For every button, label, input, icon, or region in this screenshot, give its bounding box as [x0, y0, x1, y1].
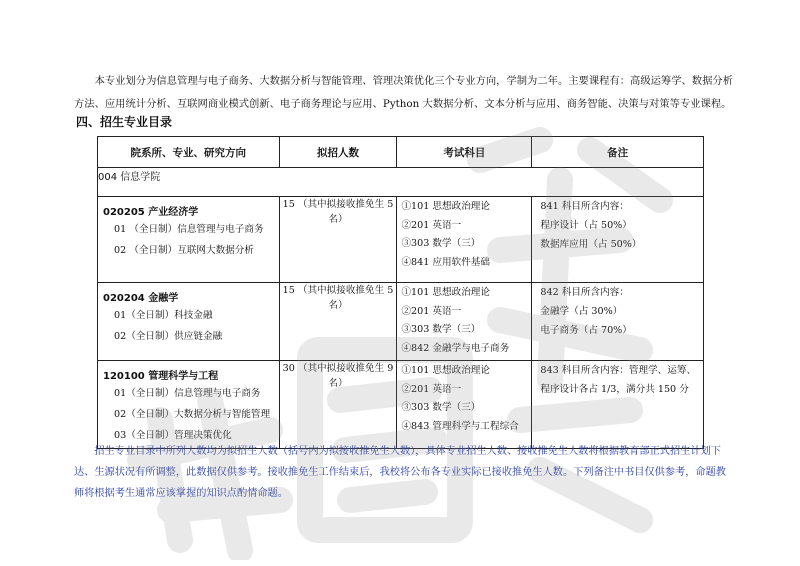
direction-item: 02 （全日制）互联网大数据分析	[114, 245, 254, 256]
footnote-text: 招生专业目录中所列人数均为拟招生人数（括号内为拟接收推免生人数），具体专业招生人数、接收推免生人数将根据教育部正式招生计划下达、生源状况有所调整，此数据仅供参考。接收推免生工作结束后，我校将公布各专业实际已接收推免生人数。下列备注中书目仅供参考，命题教师将根据考生通常应该掌握的知识点酌情命题。	[74, 446, 726, 499]
department-name: 004 信息学院	[98, 168, 704, 197]
direction-item: 03（全日制）管理决策优化	[114, 430, 232, 441]
major-cell	[98, 361, 280, 449]
subject-item: ③303 数学（三）	[401, 324, 481, 336]
subjects-cell	[397, 283, 532, 361]
table-header-row	[98, 137, 704, 168]
direction-item: 02（全日制）供应链金融	[114, 331, 223, 342]
direction-item: 01 （全日制）信息管理与电子商务	[114, 224, 264, 235]
intro-paragraph	[74, 70, 734, 116]
subject-item: ②201 英语一	[401, 305, 462, 317]
subjects-cell	[397, 361, 532, 449]
subject-item: ④843 管理科学与工程综合	[401, 420, 519, 432]
notes-cell	[532, 283, 704, 361]
note-item: 841 科目所含内容：	[540, 201, 629, 212]
note-item: 843 科目所含内容：管理学、运筹、程序设计各占 1/3，满分共 150 分	[540, 365, 697, 395]
subject-item: ①101 思想政治理论	[401, 287, 490, 298]
intro-text: 本专业划分为信息管理与电子商务、大数据分析与智能管理、管理决策优化三个专业方向，学制为二年。主要课程有：高级运筹学、数据分析方法、应用统计分析、互联网商业模式创新、电子商务理论与应用、Python 大数据分析、文本分析与应用、商务智能、决策与对策等专业课程。	[74, 75, 733, 110]
direction-item: 02（全日制）大数据分析与智能管理	[114, 409, 271, 420]
section-title: 四、招生专业目录	[76, 115, 173, 129]
note-item: 电子商务（占 70%）	[540, 325, 632, 336]
major-cell	[98, 197, 280, 283]
subject-item: ④842 金融学与电子商务	[401, 342, 510, 354]
direction-item: 01（全日制）科技金融	[114, 310, 213, 321]
header-subjects: 考试科目	[397, 137, 532, 168]
note-item: 数据库应用（占 50%）	[540, 239, 642, 250]
quota-cell: 15 （其中拟接收推免生 5 名）	[279, 197, 397, 283]
table-row	[98, 283, 704, 361]
header-notes: 备注	[532, 137, 704, 168]
subjects-cell	[397, 197, 532, 283]
subject-item: ②201 英语一	[401, 383, 462, 395]
note-item: 程序设计（占 50%）	[540, 220, 632, 231]
subject-item: ③303 数学（三）	[401, 238, 481, 250]
major-name: 120100 管理科学与工程	[103, 371, 219, 382]
direction-item: 01（全日制）信息管理与电子商务	[114, 388, 261, 399]
major-cell	[98, 283, 280, 361]
header-quota: 拟招人数	[279, 137, 397, 168]
notes-cell	[532, 197, 704, 283]
subject-item: ①101 思想政治理论	[401, 201, 490, 212]
table-row	[98, 197, 704, 283]
major-name: 020205 产业经济学	[103, 207, 199, 218]
subject-item: ①101 思想政治理论	[401, 365, 490, 376]
admissions-catalog-table	[97, 136, 704, 449]
subject-item: ③303 数学（三）	[401, 402, 481, 414]
header-program: 院系所、专业、研究方向	[98, 137, 280, 168]
subject-item: ④841 应用软件基础	[401, 256, 490, 268]
note-item: 金融学（占 30%）	[540, 306, 623, 317]
table-row	[98, 361, 704, 449]
subject-item: ②201 英语一	[401, 219, 462, 231]
notes-cell	[532, 361, 704, 449]
quota-cell: 15 （其中拟接收推免生 5 名）	[279, 283, 397, 361]
note-item: 842 科目所含内容：	[540, 287, 629, 298]
major-name: 020204 金融学	[103, 293, 179, 304]
footnote	[74, 441, 734, 504]
department-row	[98, 168, 704, 197]
quota-cell: 30 （其中拟接收推免生 9 名）	[279, 361, 397, 449]
